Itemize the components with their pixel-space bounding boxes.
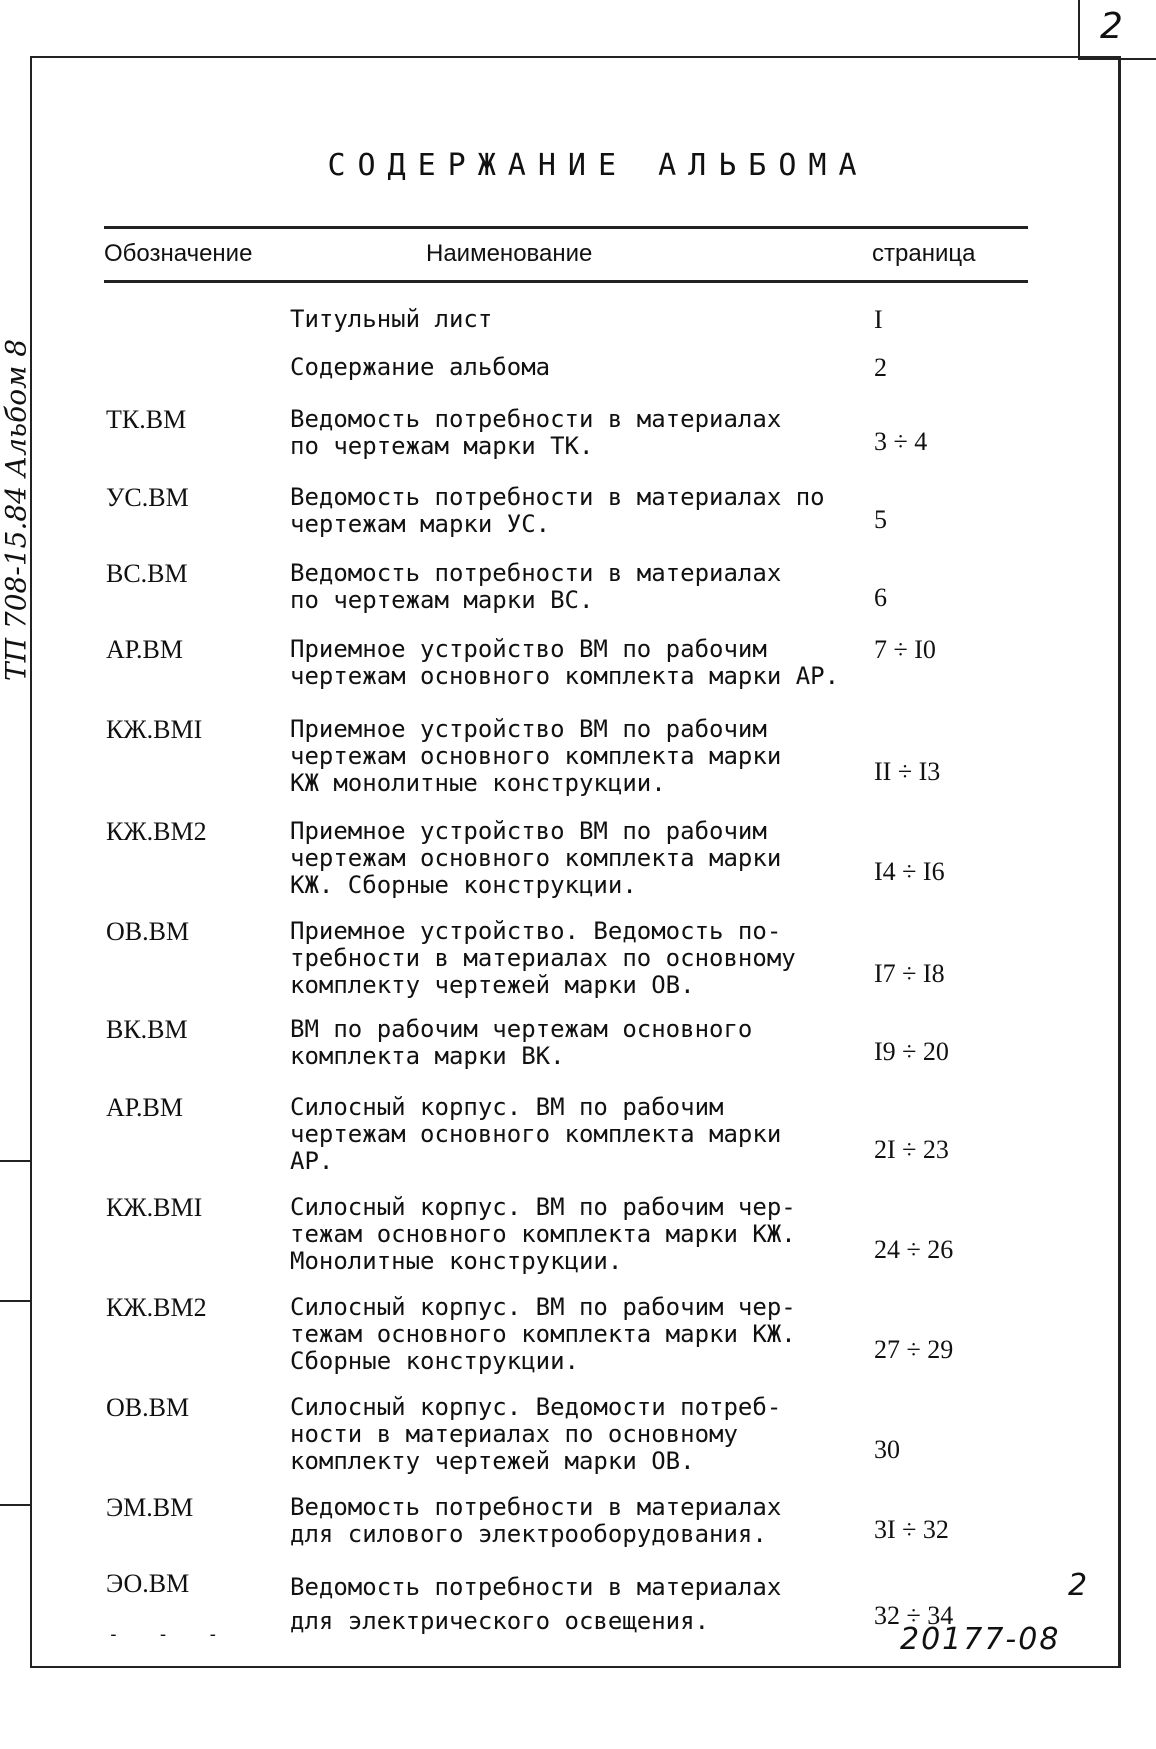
column-header-name: Наименование — [426, 240, 593, 267]
row-page: 3 ÷ 4 — [874, 427, 928, 456]
table-header-rule — [104, 280, 1028, 283]
row-code: ТК.ВМ — [106, 405, 187, 434]
page-number: 2 — [1100, 6, 1123, 47]
row-page: 3I ÷ 32 — [874, 1515, 949, 1544]
row-code: АР.ВМ — [106, 635, 183, 664]
row-name: ВМ по рабочим чертежам основного комплекта марки ВК. — [290, 1015, 753, 1070]
column-header-code: Обозначение — [104, 240, 253, 267]
row-page: II ÷ I3 — [874, 757, 941, 786]
side-stamp-text: ТП 708-15.84 Альбом 8 — [0, 338, 33, 682]
side-divider — [0, 1160, 30, 1162]
row-code: ОВ.ВМ — [106, 1393, 190, 1422]
dash-marks: - - - — [108, 1624, 233, 1645]
row-name: Ведомость потребности в материалах по чертежам марки УС. — [290, 483, 825, 538]
side-divider — [0, 1300, 30, 1302]
row-code: ОВ.ВМ — [106, 917, 190, 946]
row-page: 2 — [874, 353, 887, 382]
row-page: 27 ÷ 29 — [874, 1335, 954, 1364]
row-name: Приемное устройство ВМ по рабочим чертежам основного комплекта марки КЖ монолитные конструкции. — [290, 715, 782, 797]
row-name: Ведомость потребности в материалах для силового электрооборудования. — [290, 1493, 782, 1548]
row-page: I9 ÷ 20 — [874, 1037, 949, 1066]
row-page: 6 — [874, 583, 887, 612]
row-name: Содержание альбома — [290, 353, 551, 381]
row-page: I4 ÷ I6 — [874, 857, 945, 886]
row-code: КЖ.ВМ2 — [106, 1293, 207, 1322]
row-page: I — [874, 305, 883, 334]
row-name: Ведомость потребности в материалах по чертежам марки ТК. — [290, 405, 782, 460]
column-header-page: страница — [872, 240, 976, 267]
row-page: 30 — [874, 1435, 900, 1464]
row-code: АР.ВМ — [106, 1093, 183, 1122]
row-code: ЭМ.ВМ — [106, 1493, 194, 1522]
row-code: КЖ.ВМI — [106, 715, 203, 744]
row-code: ВК.ВМ — [106, 1015, 188, 1044]
row-name: Ведомость потребности в материалах для электрического освещения. — [290, 1573, 782, 1635]
row-name: Ведомость потребности в материалах по чертежам марки ВС. — [290, 559, 782, 614]
handwritten-page-number: 2 — [1068, 1568, 1088, 1603]
row-name: Приемное устройство. Ведомость по- требности в материалах по основному комплекту чертежей марки ОВ. — [290, 917, 796, 999]
row-code: УС.ВМ — [106, 483, 189, 512]
page-title: СОДЕРЖАНИЕ АЛЬБОМА — [327, 148, 869, 183]
row-page: 5 — [874, 505, 887, 534]
row-page: 2I ÷ 23 — [874, 1135, 949, 1164]
row-name: Приемное устройство ВМ по рабочим чертежам основного комплекта марки АР. — [290, 635, 840, 690]
row-code: КЖ.ВМ2 — [106, 817, 207, 846]
row-name: Приемное устройство ВМ по рабочим чертежам основного комплекта марки КЖ. Сборные конструкции. — [290, 817, 782, 899]
handwritten-document-code: 20177-08 — [900, 1622, 1061, 1657]
row-page: I7 ÷ I8 — [874, 959, 945, 988]
row-name: Силосный корпус. Ведомости потреб- ности в материалах по основному комплекту чертежей марки ОВ. — [290, 1393, 782, 1475]
row-page: 7 ÷ I0 — [874, 635, 936, 664]
row-name: Силосный корпус. ВМ по рабочим чертежам основного комплекта марки АР. — [290, 1093, 782, 1175]
row-page: 24 ÷ 26 — [874, 1235, 954, 1264]
table-top-rule — [104, 226, 1028, 229]
row-code: КЖ.ВМI — [106, 1193, 203, 1222]
row-code: ВС.ВМ — [106, 559, 188, 588]
row-name: Титульный лист — [290, 305, 493, 333]
row-name: Силосный корпус. ВМ по рабочим чер- тежам основного комплекта марки КЖ. Монолитные конструкции. — [290, 1193, 796, 1275]
row-page: 32 ÷ 34 — [874, 1601, 954, 1630]
side-stamp — [0, 310, 33, 710]
row-name: Силосный корпус. ВМ по рабочим чер- тежам основного комплекта марки КЖ. Сборные конструкции. — [290, 1293, 796, 1375]
row-code: ЭО.ВМ — [106, 1569, 190, 1598]
side-divider — [0, 1504, 30, 1506]
